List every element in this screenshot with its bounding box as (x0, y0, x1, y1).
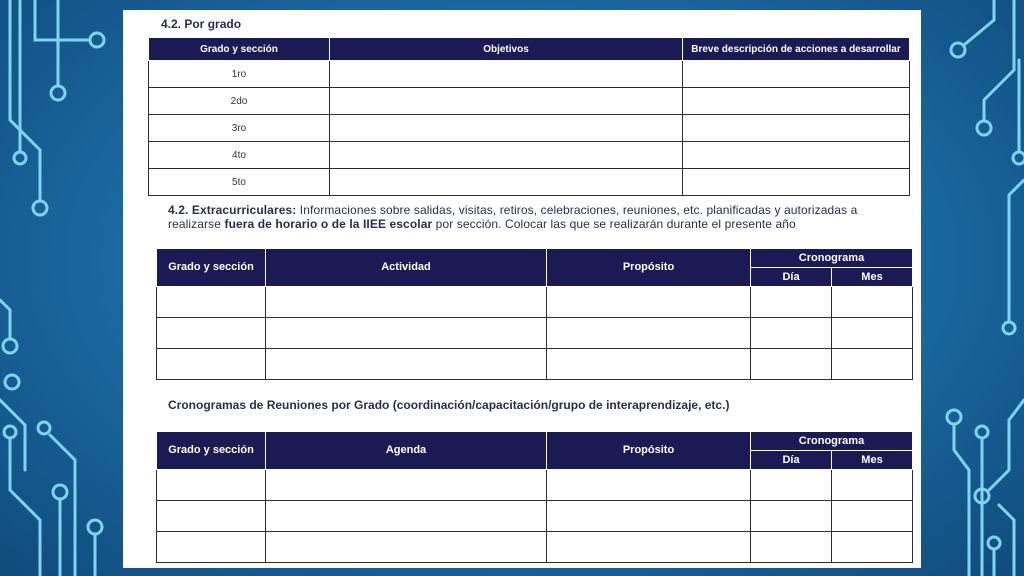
descripcion-cell[interactable] (683, 142, 910, 169)
objetivos-cell[interactable] (330, 169, 683, 196)
grade-cell: 2do (149, 88, 330, 115)
header-agenda: Agenda (266, 432, 547, 470)
descripcion-cell[interactable] (683, 88, 910, 115)
header-mes: Mes (832, 268, 913, 287)
header-breve-descripcion: Breve descripción de acciones a desarrollar (683, 38, 910, 61)
header-proposito: Propósito (547, 249, 751, 287)
descripcion-cell[interactable] (683, 115, 910, 142)
section1-heading: 4.2. Por grado (161, 17, 242, 31)
header-mes: Mes (832, 451, 913, 470)
circuit-decoration-left (0, 0, 130, 576)
mes-cell[interactable] (832, 318, 913, 349)
proposito-cell[interactable] (547, 532, 751, 563)
section2-paragraph (168, 203, 903, 231)
grado-cell[interactable] (157, 501, 266, 532)
mes-cell[interactable] (832, 501, 913, 532)
mes-cell[interactable] (832, 287, 913, 318)
proposito-cell[interactable] (547, 287, 751, 318)
document-page (123, 10, 921, 568)
header-dia: Día (751, 451, 832, 470)
actividad-cell[interactable] (266, 318, 547, 349)
grade-cell: 1ro (149, 61, 330, 88)
grado-cell[interactable] (157, 532, 266, 563)
header-proposito: Propósito (547, 432, 751, 470)
grado-cell[interactable] (157, 318, 266, 349)
objetivos-cell[interactable] (330, 88, 683, 115)
mes-cell[interactable] (832, 532, 913, 563)
header-grado-seccion: Grado y sección (149, 38, 330, 61)
proposito-cell[interactable] (547, 470, 751, 501)
dia-cell[interactable] (751, 501, 832, 532)
por-grado-table (148, 37, 910, 196)
dia-cell[interactable] (751, 349, 832, 380)
section2-text1: Informaciones sobre salidas, visitas, retiros, celebraciones, reuniones, etc. planificadas y autorizadas a realizarse (168, 203, 858, 231)
header-cronograma: Cronograma (751, 432, 913, 451)
header-cronograma: Cronograma (751, 249, 913, 268)
agenda-cell[interactable] (266, 470, 547, 501)
agenda-cell[interactable] (266, 501, 547, 532)
dia-cell[interactable] (751, 532, 832, 563)
descripcion-cell[interactable] (683, 169, 910, 196)
mes-cell[interactable] (832, 470, 913, 501)
header-objetivos: Objetivos (330, 38, 683, 61)
grade-cell: 3ro (149, 115, 330, 142)
grade-cell: 5to (149, 169, 330, 196)
header-actividad: Actividad (266, 249, 547, 287)
grado-cell[interactable] (157, 349, 266, 380)
objetivos-cell[interactable] (330, 61, 683, 88)
descripcion-cell[interactable] (683, 61, 910, 88)
section2-heading: 4.2. Extracurriculares: (168, 203, 297, 217)
dia-cell[interactable] (751, 287, 832, 318)
mes-cell[interactable] (832, 349, 913, 380)
dia-cell[interactable] (751, 318, 832, 349)
objetivos-cell[interactable] (330, 115, 683, 142)
agenda-cell[interactable] (266, 532, 547, 563)
header-grado-seccion: Grado y sección (157, 432, 266, 470)
grado-cell[interactable] (157, 470, 266, 501)
extracurriculares-table (156, 248, 913, 380)
section2-text2: por sección. Colocar las que se realizarán durante el presente año (432, 217, 796, 231)
actividad-cell[interactable] (266, 287, 547, 318)
grade-cell: 4to (149, 142, 330, 169)
proposito-cell[interactable] (547, 318, 751, 349)
section2-bold-mid: fuera de horario o de la IIEE escolar (224, 217, 433, 231)
header-grado-seccion: Grado y sección (157, 249, 266, 287)
objetivos-cell[interactable] (330, 142, 683, 169)
proposito-cell[interactable] (547, 349, 751, 380)
proposito-cell[interactable] (547, 501, 751, 532)
actividad-cell[interactable] (266, 349, 547, 380)
cronograma-reuniones-table (156, 431, 913, 563)
section3-heading: Cronogramas de Reuniones por Grado (coordinación/capacitación/grupo de interaprendizaje, etc.) (168, 398, 730, 412)
dia-cell[interactable] (751, 470, 832, 501)
header-dia: Día (751, 268, 832, 287)
grado-cell[interactable] (157, 287, 266, 318)
